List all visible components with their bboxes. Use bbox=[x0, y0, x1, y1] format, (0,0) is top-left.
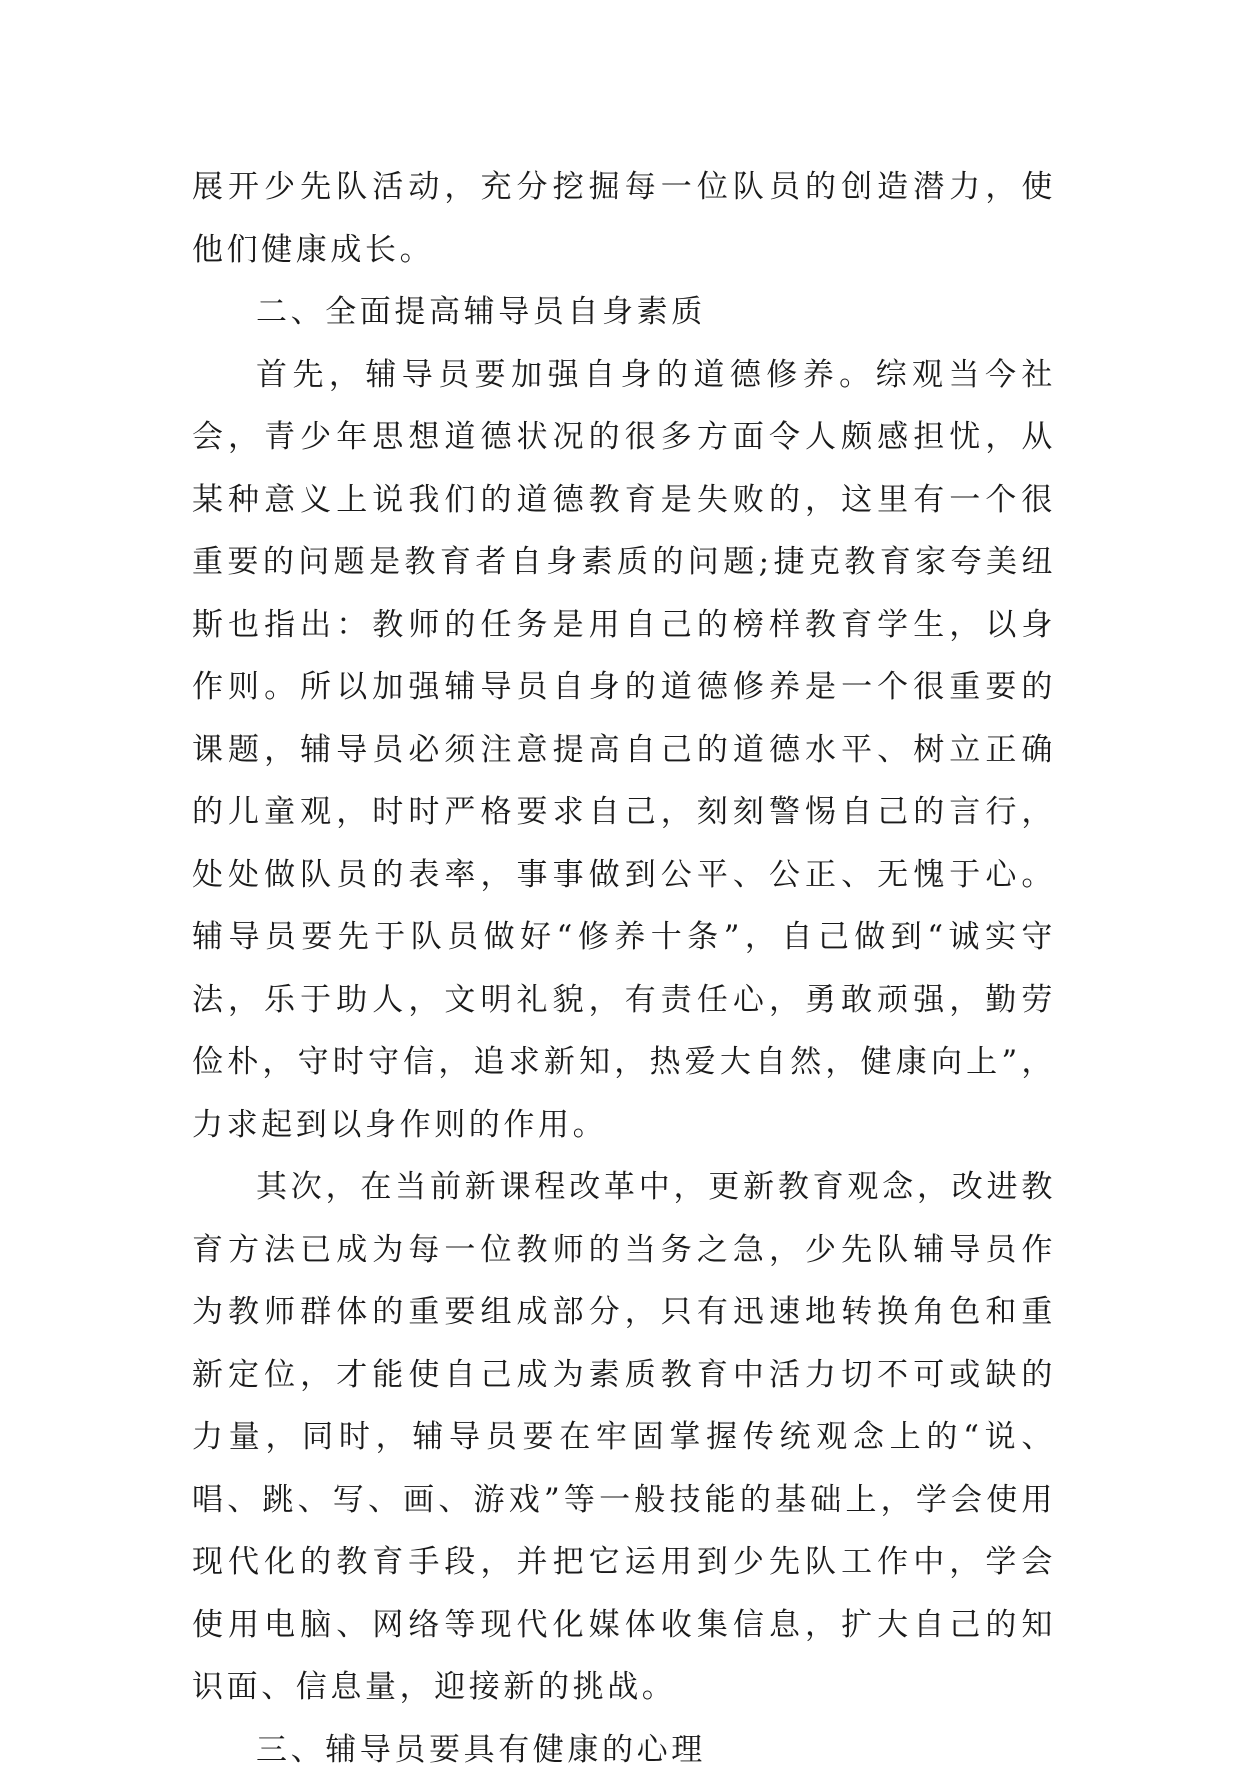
section-heading-3: 三、辅导员要具有健康的心理 bbox=[192, 1719, 1056, 1781]
document-body bbox=[192, 156, 1056, 1781]
section-heading-2: 二、全面提高辅导员自身素质 bbox=[192, 281, 1056, 344]
paragraph-curriculum-reform: 其次，在当前新课程改革中，更新教育观念，改进教育方法已成为每一位教师的当务之急，少先队辅导员作为教师群体的重要组成部分，只有迅速地转换角色和重新定位，才能使自己成为素质教育中活力切不可或缺的力量，同时，辅导员要在牢固掌握传统观念上的“说、唱、跳、写、画、游戏”等一般技能的基础上，学会使用现代化的教育手段，并把它运用到少先队工作中，学会使用电脑、网络等现代化媒体收集信息，扩大自己的知识面、信息量，迎接新的挑战。 bbox=[192, 1156, 1056, 1719]
paragraph-continuation: 展开少先队活动，充分挖掘每一位队员的创造潜力，使他们健康成长。 bbox=[192, 156, 1056, 281]
paragraph-moral-cultivation: 首先，辅导员要加强自身的道德修养。综观当今社会，青少年思想道德状况的很多方面令人颇感担忧，从某种意义上说我们的道德教育是失败的，这里有一个很重要的问题是教育者自身素质的问题;捷克教育家夸美纽斯也指出：教师的任务是用自己的榜样教育学生，以身作则。所以加强辅导员自身的道德修养是一个很重要的课题，辅导员必须注意提高自己的道德水平、树立正确的儿童观，时时严格要求自己，刻刻警惕自己的言行，处处做队员的表率，事事做到公平、公正、无愧于心。辅导员要先于队员做好“修养十条”，自己做到“诚实守法，乐于助人，文明礼貌，有责任心，勇敢顽强，勤劳俭朴，守时守信，追求新知，热爱大自然，健康向上”，力求起到以身作则的作用。 bbox=[192, 344, 1056, 1157]
